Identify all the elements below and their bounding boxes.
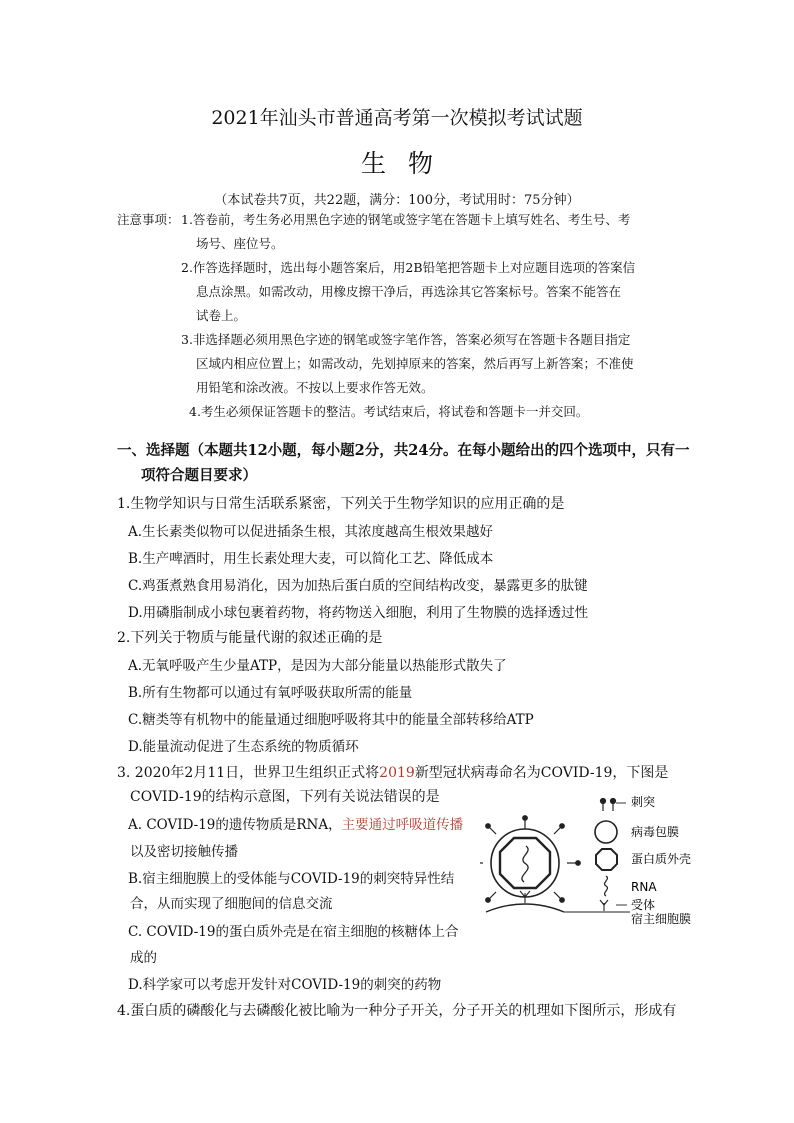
q1-option-d: D.用磷脂制成小球包裹着药物，将药物送入细胞，利用了生物膜的选择透过性: [128, 605, 589, 621]
legend-label-receptor: 受体: [631, 898, 656, 912]
q3-option-a-highlight: 主要通过呼吸道传播: [341, 817, 464, 833]
q3-stem-part: 新型冠状病毒命名为COVID-19，下图是: [414, 765, 669, 781]
host-membrane-shape: [486, 904, 564, 912]
q2-option-c: C.糖类等有机物中的能量通过细胞呼吸将其中的能量全部转移给ATP: [128, 712, 534, 728]
legend-label-rna: RNA: [631, 880, 657, 894]
exam-info: （本试卷共7页，共22题，满分：100分，考试用时：75分钟）: [214, 193, 580, 208]
q3-option-b-cont: 合，从而实现了细胞间的信息交流: [130, 896, 333, 912]
q3-stem-part: 3. 2020年2月11日，世界卫生组织正式将: [117, 765, 380, 781]
q3-option-c-cont: 成的: [130, 950, 157, 966]
q3-option-b: B.宿主细胞膜上的受体能与COVID-19的刺突特异性结: [128, 871, 455, 887]
note-line: 2.作答选择题时，选出每小题答案后，用2B铅笔把答题卡上对应题目选项的答案信: [181, 260, 636, 275]
covid-structure-figure: [480, 790, 700, 935]
note-line: 区域内相应位置上；如需改动，先划掉原来的答案，然后再写上新答案；不准使: [196, 356, 634, 371]
note-line: 场号、座位号。: [196, 236, 284, 251]
q1-option-b: B.生产啤酒时，用生长素处理大麦，可以简化工艺、降低成本: [128, 551, 494, 567]
q1-option-a: A.生长素类似物可以促进插条生根，其浓度越高生根效果越好: [128, 524, 494, 540]
note-line: 用铅笔和涂改液。不按以上要求作答无效。: [196, 380, 434, 395]
legend-label-spike: 刺突: [631, 795, 656, 809]
notes-label: 注意事项：: [117, 212, 180, 227]
legend-spike-icon: [601, 799, 627, 812]
legend-capsid-icon: [596, 849, 617, 870]
subject-title: 生物: [360, 149, 455, 178]
q3-option-a-cont: 以及密切接触传播: [130, 844, 238, 860]
question-3-stem-cont: COVID-19的结构示意图，下列有关说法错误的是: [130, 789, 440, 805]
note-line: 息点涂黑。如需改动，用橡皮擦干净后，再选涂其它答案标号。答案不能答在: [196, 284, 622, 299]
q2-option-b: B.所有生物都可以通过有氧呼吸获取所需的能量: [128, 685, 413, 701]
q3-option-a-text: A. COVID-19的遗传物质是RNA，: [128, 817, 342, 833]
legend-label-envelope: 病毒包膜: [631, 825, 680, 839]
legend-label-host-membrane: 宿主细胞膜: [631, 912, 692, 926]
q2-option-d: D.能量流动促进了生态系统的物质循环: [128, 739, 359, 755]
legend-envelope-icon: [595, 821, 617, 843]
rna-shape: [522, 846, 528, 882]
question-2-stem: 2.下列关于物质与能量代谢的叙述正确的是: [117, 630, 383, 646]
q3-option-d: D.科学家可以考虑开发针对COVID-19的刺突的药物: [128, 977, 442, 993]
question-1-stem: 1.生物学知识与日常生活联系紧密，下列关于生物学知识的应用正确的是: [117, 496, 565, 512]
legend-label-capsid: 蛋白质外壳: [631, 852, 692, 866]
exam-title: 2021年汕头市普通高考第一次模拟考试试题: [211, 107, 583, 129]
question-4-stem: 4.蛋白质的磷酸化与去磷酸化被比喻为一种分子开关，分子开关的机理如下图所示，形成有: [117, 1003, 677, 1019]
q3-option-a: [128, 813, 463, 833]
note-line: 试卷上。: [196, 308, 247, 323]
note-line: 4.考生必须保证答题卡的整洁。考试结束后，将试卷和答题卡一并交回。: [189, 404, 589, 419]
note-line: 3.非选择题必须用黑色字迹的钢笔或签字笔作答，答案必须写在答题卡各题目指定: [181, 332, 631, 347]
note-line: 1.答卷前，考生务必用黑色字迹的钢笔或签字笔在答题卡上填写姓名、考生号、考: [181, 212, 631, 227]
section-heading-cont: 项符合题目要求）: [141, 467, 257, 484]
q1-option-c: C.鸡蛋煮熟食用易消化，因为加热后蛋白质的空间结构改变，暴露更多的肽键: [128, 578, 588, 594]
q3-option-c: C. COVID-19的蛋白质外壳是在宿主细胞的核糖体上合: [128, 924, 459, 940]
legend-receptor-icon: [600, 900, 608, 911]
section-heading: 一、选择题（本题共12小题，每小题2分，共24分。在每小题给出的四个选项中，只有一: [117, 442, 690, 459]
q2-option-a: A.无氧呼吸产生少量ATP，是因为大部分能量以热能形式散失了: [128, 658, 507, 674]
legend-rna-icon: [605, 876, 608, 896]
q3-stem-year: 2019: [379, 765, 415, 781]
question-3-stem: [117, 762, 668, 782]
